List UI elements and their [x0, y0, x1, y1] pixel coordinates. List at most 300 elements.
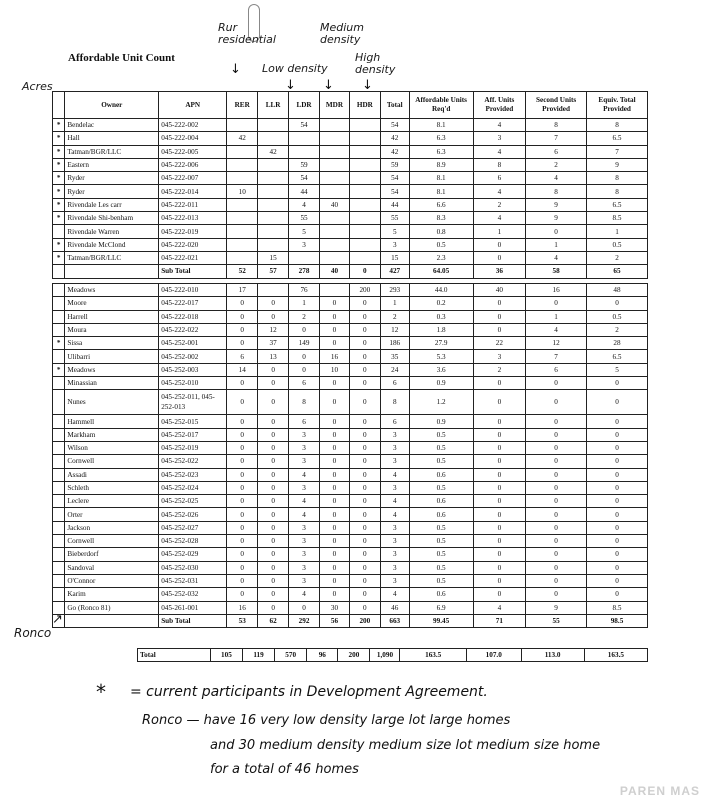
llr-cell: 0 [258, 601, 289, 614]
table-row [53, 119, 648, 132]
llr-cell [258, 198, 289, 211]
star-marker [53, 225, 65, 238]
star-marker [53, 428, 65, 441]
second-cell: 0 [526, 481, 587, 494]
hdr-cell: 0 [349, 495, 380, 508]
mdr-cell: 0 [320, 481, 350, 494]
req-cell: 0.5 [409, 535, 473, 548]
table-row [53, 172, 648, 185]
column-header: Owner [65, 92, 159, 119]
mdr-cell [320, 132, 350, 145]
equiv-cell: 0.5 [587, 238, 648, 251]
legend-star-icon: * [96, 680, 106, 704]
total-cell: 3 [380, 238, 409, 251]
apn-cell: 045-222-013 [159, 212, 227, 225]
second-cell: 8 [526, 185, 587, 198]
equiv-cell: 8 [587, 185, 648, 198]
llr-cell: 0 [258, 481, 289, 494]
rer-cell [227, 145, 258, 158]
apn-cell: 045-222-011 [159, 198, 227, 211]
ldr-cell: 3 [289, 238, 320, 251]
column-header: Second Units Provided [526, 92, 587, 119]
column-header: Total [380, 92, 409, 119]
second-cell: 0 [526, 377, 587, 390]
aff-cell: 0 [473, 574, 526, 587]
subtotal-mdr: 40 [320, 265, 350, 278]
total-cell: 46 [380, 601, 409, 614]
total-cell: 3 [380, 535, 409, 548]
ldr-cell: 149 [289, 337, 320, 350]
rer-cell: 0 [227, 323, 258, 336]
total-equiv: 163.5 [584, 649, 647, 662]
owner-cell: Ulibarri [65, 350, 159, 363]
star-marker: * [53, 132, 65, 145]
aff-cell: 4 [473, 119, 526, 132]
ldr-cell: 3 [289, 561, 320, 574]
aff-cell: 0 [473, 323, 526, 336]
llr-cell: 15 [258, 251, 289, 264]
owner-cell: Rivendale McClond [65, 238, 159, 251]
ldr-cell: 6 [289, 415, 320, 428]
star-marker [53, 350, 65, 363]
mdr-cell: 0 [320, 377, 350, 390]
rer-cell: 16 [227, 601, 258, 614]
star-marker [53, 588, 65, 601]
hdr-cell [349, 119, 380, 132]
table-row [53, 337, 648, 350]
total-cell: 54 [380, 172, 409, 185]
equiv-cell: 6.5 [587, 350, 648, 363]
req-cell: 0.5 [409, 428, 473, 441]
apn-cell: 045-252-024 [159, 481, 227, 494]
hdr-cell: 0 [349, 548, 380, 561]
rer-cell: 17 [227, 284, 258, 297]
ldr-cell: 8 [289, 390, 320, 415]
subtotal-equiv: 98.5 [587, 614, 648, 627]
second-cell: 0 [526, 508, 587, 521]
aff-cell: 0 [473, 238, 526, 251]
rer-cell: 0 [227, 561, 258, 574]
aff-cell: 0 [473, 455, 526, 468]
req-cell: 0.9 [409, 415, 473, 428]
mdr-cell: 0 [320, 455, 350, 468]
llr-cell [258, 212, 289, 225]
aff-cell: 0 [473, 495, 526, 508]
hdr-cell [349, 158, 380, 171]
mdr-cell: 30 [320, 601, 350, 614]
mdr-cell [320, 145, 350, 158]
second-cell: 9 [526, 198, 587, 211]
star-marker: * [53, 238, 65, 251]
subtotal-req: 99.45 [409, 614, 473, 627]
rer-cell: 6 [227, 350, 258, 363]
subtotal-ldr: 292 [289, 614, 320, 627]
llr-cell: 0 [258, 548, 289, 561]
mdr-cell: 0 [320, 574, 350, 587]
req-cell: 0.9 [409, 377, 473, 390]
total-hdr: 200 [338, 649, 370, 662]
owner-cell: Minassian [65, 377, 159, 390]
req-cell: 2.3 [409, 251, 473, 264]
total-cell: 3 [380, 548, 409, 561]
equiv-cell: 0 [587, 377, 648, 390]
total-cell: 3 [380, 441, 409, 454]
mdr-cell [320, 119, 350, 132]
apn-cell: 045-252-027 [159, 521, 227, 534]
equiv-cell: 0 [587, 428, 648, 441]
arrow-down-icon: ↓ [230, 62, 241, 77]
second-cell: 7 [526, 132, 587, 145]
second-cell: 0 [526, 428, 587, 441]
ldr-cell: 6 [289, 377, 320, 390]
column-header: HDR [349, 92, 380, 119]
aff-cell: 0 [473, 521, 526, 534]
hdr-cell: 200 [349, 284, 380, 297]
star-marker [53, 377, 65, 390]
owner-cell: Schleth [65, 481, 159, 494]
owner-cell: Karim [65, 588, 159, 601]
apn-cell: 045-252-003 [159, 363, 227, 376]
owner-cell: Bendelac [65, 119, 159, 132]
second-cell: 0 [526, 297, 587, 310]
second-cell: 6 [526, 363, 587, 376]
mdr-cell [320, 185, 350, 198]
owner-cell: Moura [65, 323, 159, 336]
table-row [53, 185, 648, 198]
second-cell: 0 [526, 535, 587, 548]
subtotal-hdr: 0 [349, 265, 380, 278]
req-cell: 0.5 [409, 574, 473, 587]
total-req: 163.5 [400, 649, 466, 662]
hdr-cell: 0 [349, 310, 380, 323]
rer-cell [227, 172, 258, 185]
hdr-cell: 0 [349, 535, 380, 548]
req-cell: 0.5 [409, 481, 473, 494]
req-cell: 3.6 [409, 363, 473, 376]
table-row [53, 212, 648, 225]
req-cell: 0.5 [409, 548, 473, 561]
hdr-cell [349, 145, 380, 158]
ldr-cell: 4 [289, 508, 320, 521]
mdr-cell: 10 [320, 363, 350, 376]
subtotal-llr: 62 [258, 614, 289, 627]
column-header: RER [227, 92, 258, 119]
star-marker: * [53, 363, 65, 376]
star-marker [53, 548, 65, 561]
rer-cell: 0 [227, 495, 258, 508]
arrow-down-icon: ↓ [362, 78, 373, 93]
hdr-cell: 0 [349, 508, 380, 521]
second-cell: 0 [526, 574, 587, 587]
mdr-cell [320, 212, 350, 225]
subtotal-total: 427 [380, 265, 409, 278]
aff-cell: 0 [473, 468, 526, 481]
total-cell: 35 [380, 350, 409, 363]
aff-cell: 8 [473, 158, 526, 171]
apn-cell: 045-252-032 [159, 588, 227, 601]
apn-cell: 045-222-014 [159, 185, 227, 198]
equiv-cell: 8 [587, 119, 648, 132]
apn-cell: 045-252-028 [159, 535, 227, 548]
second-cell: 4 [526, 251, 587, 264]
req-cell: 6.3 [409, 132, 473, 145]
total-cell: 4 [380, 508, 409, 521]
aff-cell: 0 [473, 481, 526, 494]
req-cell: 0.3 [409, 310, 473, 323]
aff-cell: 0 [473, 377, 526, 390]
star-marker [53, 508, 65, 521]
llr-cell [258, 185, 289, 198]
apn-cell: 045-222-002 [159, 119, 227, 132]
hdr-cell: 0 [349, 561, 380, 574]
rer-cell: 0 [227, 521, 258, 534]
req-cell: 44.0 [409, 284, 473, 297]
apn-cell: 045-252-029 [159, 548, 227, 561]
second-cell: 16 [526, 284, 587, 297]
apn-cell: 045-252-022 [159, 455, 227, 468]
equiv-cell: 9 [587, 158, 648, 171]
mdr-cell: 0 [320, 310, 350, 323]
table-row [53, 377, 648, 390]
arrow-up-right-icon: ↗ [52, 612, 63, 627]
rer-cell [227, 198, 258, 211]
llr-cell: 0 [258, 588, 289, 601]
llr-cell [258, 238, 289, 251]
star-marker: * [53, 185, 65, 198]
mdr-cell: 0 [320, 441, 350, 454]
total-cell: 4 [380, 588, 409, 601]
total-row [138, 649, 648, 662]
llr-cell: 0 [258, 415, 289, 428]
hdr-cell: 0 [349, 521, 380, 534]
mdr-cell: 0 [320, 415, 350, 428]
llr-cell: 12 [258, 323, 289, 336]
aff-cell: 40 [473, 284, 526, 297]
table-row [53, 310, 648, 323]
star-marker: * [53, 337, 65, 350]
owner-cell: Cornwell [65, 535, 159, 548]
equiv-cell: 0 [587, 455, 648, 468]
owner-cell: Markham [65, 428, 159, 441]
aff-cell: 0 [473, 508, 526, 521]
req-cell: 8.9 [409, 158, 473, 171]
owner-cell: Moore [65, 297, 159, 310]
apn-cell: 045-252-031 [159, 574, 227, 587]
owner-cell: Hall [65, 132, 159, 145]
note-line-1: Ronco — have 16 very low density large lot large homes [142, 713, 511, 728]
llr-cell [258, 119, 289, 132]
total-cell: 24 [380, 363, 409, 376]
rer-cell: 0 [227, 377, 258, 390]
table-row [53, 390, 648, 415]
subtotal-ldr: 278 [289, 265, 320, 278]
aff-cell: 0 [473, 548, 526, 561]
arrow-down-icon: ↓ [285, 78, 296, 93]
second-cell: 0 [526, 468, 587, 481]
aff-cell: 0 [473, 441, 526, 454]
mdr-cell: 0 [320, 428, 350, 441]
total-llr: 119 [242, 649, 274, 662]
total-cell: 3 [380, 455, 409, 468]
total-cell: 59 [380, 158, 409, 171]
llr-cell: 13 [258, 350, 289, 363]
rer-cell: 0 [227, 415, 258, 428]
ldr-cell: 59 [289, 158, 320, 171]
apn-cell: 045-222-010 [159, 284, 227, 297]
ldr-cell: 3 [289, 428, 320, 441]
second-cell: 0 [526, 390, 587, 415]
aff-cell: 0 [473, 535, 526, 548]
apn-cell: 045-222-022 [159, 323, 227, 336]
total-label: Total [138, 649, 211, 662]
req-cell: 8.1 [409, 172, 473, 185]
ldr-cell: 54 [289, 119, 320, 132]
equiv-cell: 0 [587, 297, 648, 310]
rer-cell: 0 [227, 455, 258, 468]
equiv-cell: 0.5 [587, 310, 648, 323]
mdr-cell: 0 [320, 588, 350, 601]
apn-cell: 045-252-010 [159, 377, 227, 390]
hdr-cell: 0 [349, 350, 380, 363]
total-cell: 5 [380, 225, 409, 238]
apn-cell: 045-252-017 [159, 428, 227, 441]
star-marker [53, 284, 65, 297]
llr-cell: 0 [258, 377, 289, 390]
star-marker: * [53, 119, 65, 132]
mdr-cell: 0 [320, 521, 350, 534]
equiv-cell: 0 [587, 390, 648, 415]
aff-cell: 0 [473, 415, 526, 428]
star-marker [53, 561, 65, 574]
hdr-cell: 0 [349, 323, 380, 336]
total-cell: 15 [380, 251, 409, 264]
equiv-cell: 1 [587, 225, 648, 238]
total-rer: 105 [210, 649, 242, 662]
subtotal-mdr: 56 [320, 614, 350, 627]
star-marker [53, 297, 65, 310]
total-cell: 3 [380, 428, 409, 441]
ldr-cell: 3 [289, 574, 320, 587]
llr-cell: 0 [258, 363, 289, 376]
table-row [53, 145, 648, 158]
total-cell: 44 [380, 198, 409, 211]
apn-cell: 045-222-004 [159, 132, 227, 145]
rer-cell [227, 238, 258, 251]
total-cell: 12 [380, 323, 409, 336]
aff-cell: 4 [473, 601, 526, 614]
subtotal-spacer [53, 265, 65, 278]
label-acres: Acres [22, 80, 53, 93]
second-cell: 7 [526, 350, 587, 363]
req-cell: 1.2 [409, 390, 473, 415]
llr-cell [258, 284, 289, 297]
req-cell: 0.5 [409, 561, 473, 574]
rer-cell: 0 [227, 535, 258, 548]
hdr-cell [349, 198, 380, 211]
total-ldr: 570 [275, 649, 307, 662]
llr-cell: 0 [258, 441, 289, 454]
mdr-cell: 0 [320, 548, 350, 561]
mdr-cell: 0 [320, 535, 350, 548]
equiv-cell: 48 [587, 284, 648, 297]
second-cell: 0 [526, 225, 587, 238]
star-marker [53, 574, 65, 587]
req-cell: 0.5 [409, 441, 473, 454]
apn-cell: 045-222-006 [159, 158, 227, 171]
second-cell: 6 [526, 145, 587, 158]
equiv-cell: 0 [587, 535, 648, 548]
equiv-cell: 0 [587, 508, 648, 521]
aff-cell: 2 [473, 198, 526, 211]
ldr-cell: 0 [289, 363, 320, 376]
total-cell: 2 [380, 310, 409, 323]
table-row [53, 455, 648, 468]
ldr-cell: 4 [289, 198, 320, 211]
rer-cell: 0 [227, 481, 258, 494]
table-row [53, 588, 648, 601]
llr-cell: 0 [258, 468, 289, 481]
second-cell: 1 [526, 238, 587, 251]
second-cell: 4 [526, 172, 587, 185]
star-marker [53, 535, 65, 548]
rer-cell: 14 [227, 363, 258, 376]
apn-cell: 045-222-021 [159, 251, 227, 264]
table-row [53, 561, 648, 574]
equiv-cell: 7 [587, 145, 648, 158]
table-header-row [53, 92, 648, 119]
owner-cell: Hammell [65, 415, 159, 428]
ldr-cell: 5 [289, 225, 320, 238]
total-cell: 4 [380, 495, 409, 508]
table-row [53, 468, 648, 481]
label-medium-density: Medium density [320, 21, 364, 46]
req-cell: 1.8 [409, 323, 473, 336]
rer-cell: 0 [227, 574, 258, 587]
total-cell: 8 [380, 390, 409, 415]
llr-cell: 0 [258, 535, 289, 548]
req-cell: 8.1 [409, 185, 473, 198]
owner-cell: Rivendale Les carr [65, 198, 159, 211]
mdr-cell: 0 [320, 468, 350, 481]
hdr-cell [349, 132, 380, 145]
owner-cell: Leclere [65, 495, 159, 508]
table-row [53, 521, 648, 534]
req-cell: 0.6 [409, 495, 473, 508]
owner-cell: Meadows [65, 284, 159, 297]
column-header: MDR [320, 92, 350, 119]
table-row [53, 495, 648, 508]
rer-cell: 10 [227, 185, 258, 198]
label-rural-residential: Rur residential [218, 21, 276, 46]
table-row [53, 548, 648, 561]
subtotal-req: 64.05 [409, 265, 473, 278]
total-cell: 6 [380, 415, 409, 428]
subtotal-spacer [65, 614, 159, 627]
llr-cell [258, 132, 289, 145]
req-cell: 0.5 [409, 238, 473, 251]
second-cell: 12 [526, 337, 587, 350]
aff-cell: 1 [473, 225, 526, 238]
hdr-cell: 0 [349, 455, 380, 468]
ldr-cell: 3 [289, 521, 320, 534]
table-row [53, 350, 648, 363]
star-marker [53, 495, 65, 508]
llr-cell: 0 [258, 297, 289, 310]
ldr-cell: 2 [289, 310, 320, 323]
rer-cell: 0 [227, 428, 258, 441]
ldr-cell: 3 [289, 455, 320, 468]
subtotal-equiv: 65 [587, 265, 648, 278]
